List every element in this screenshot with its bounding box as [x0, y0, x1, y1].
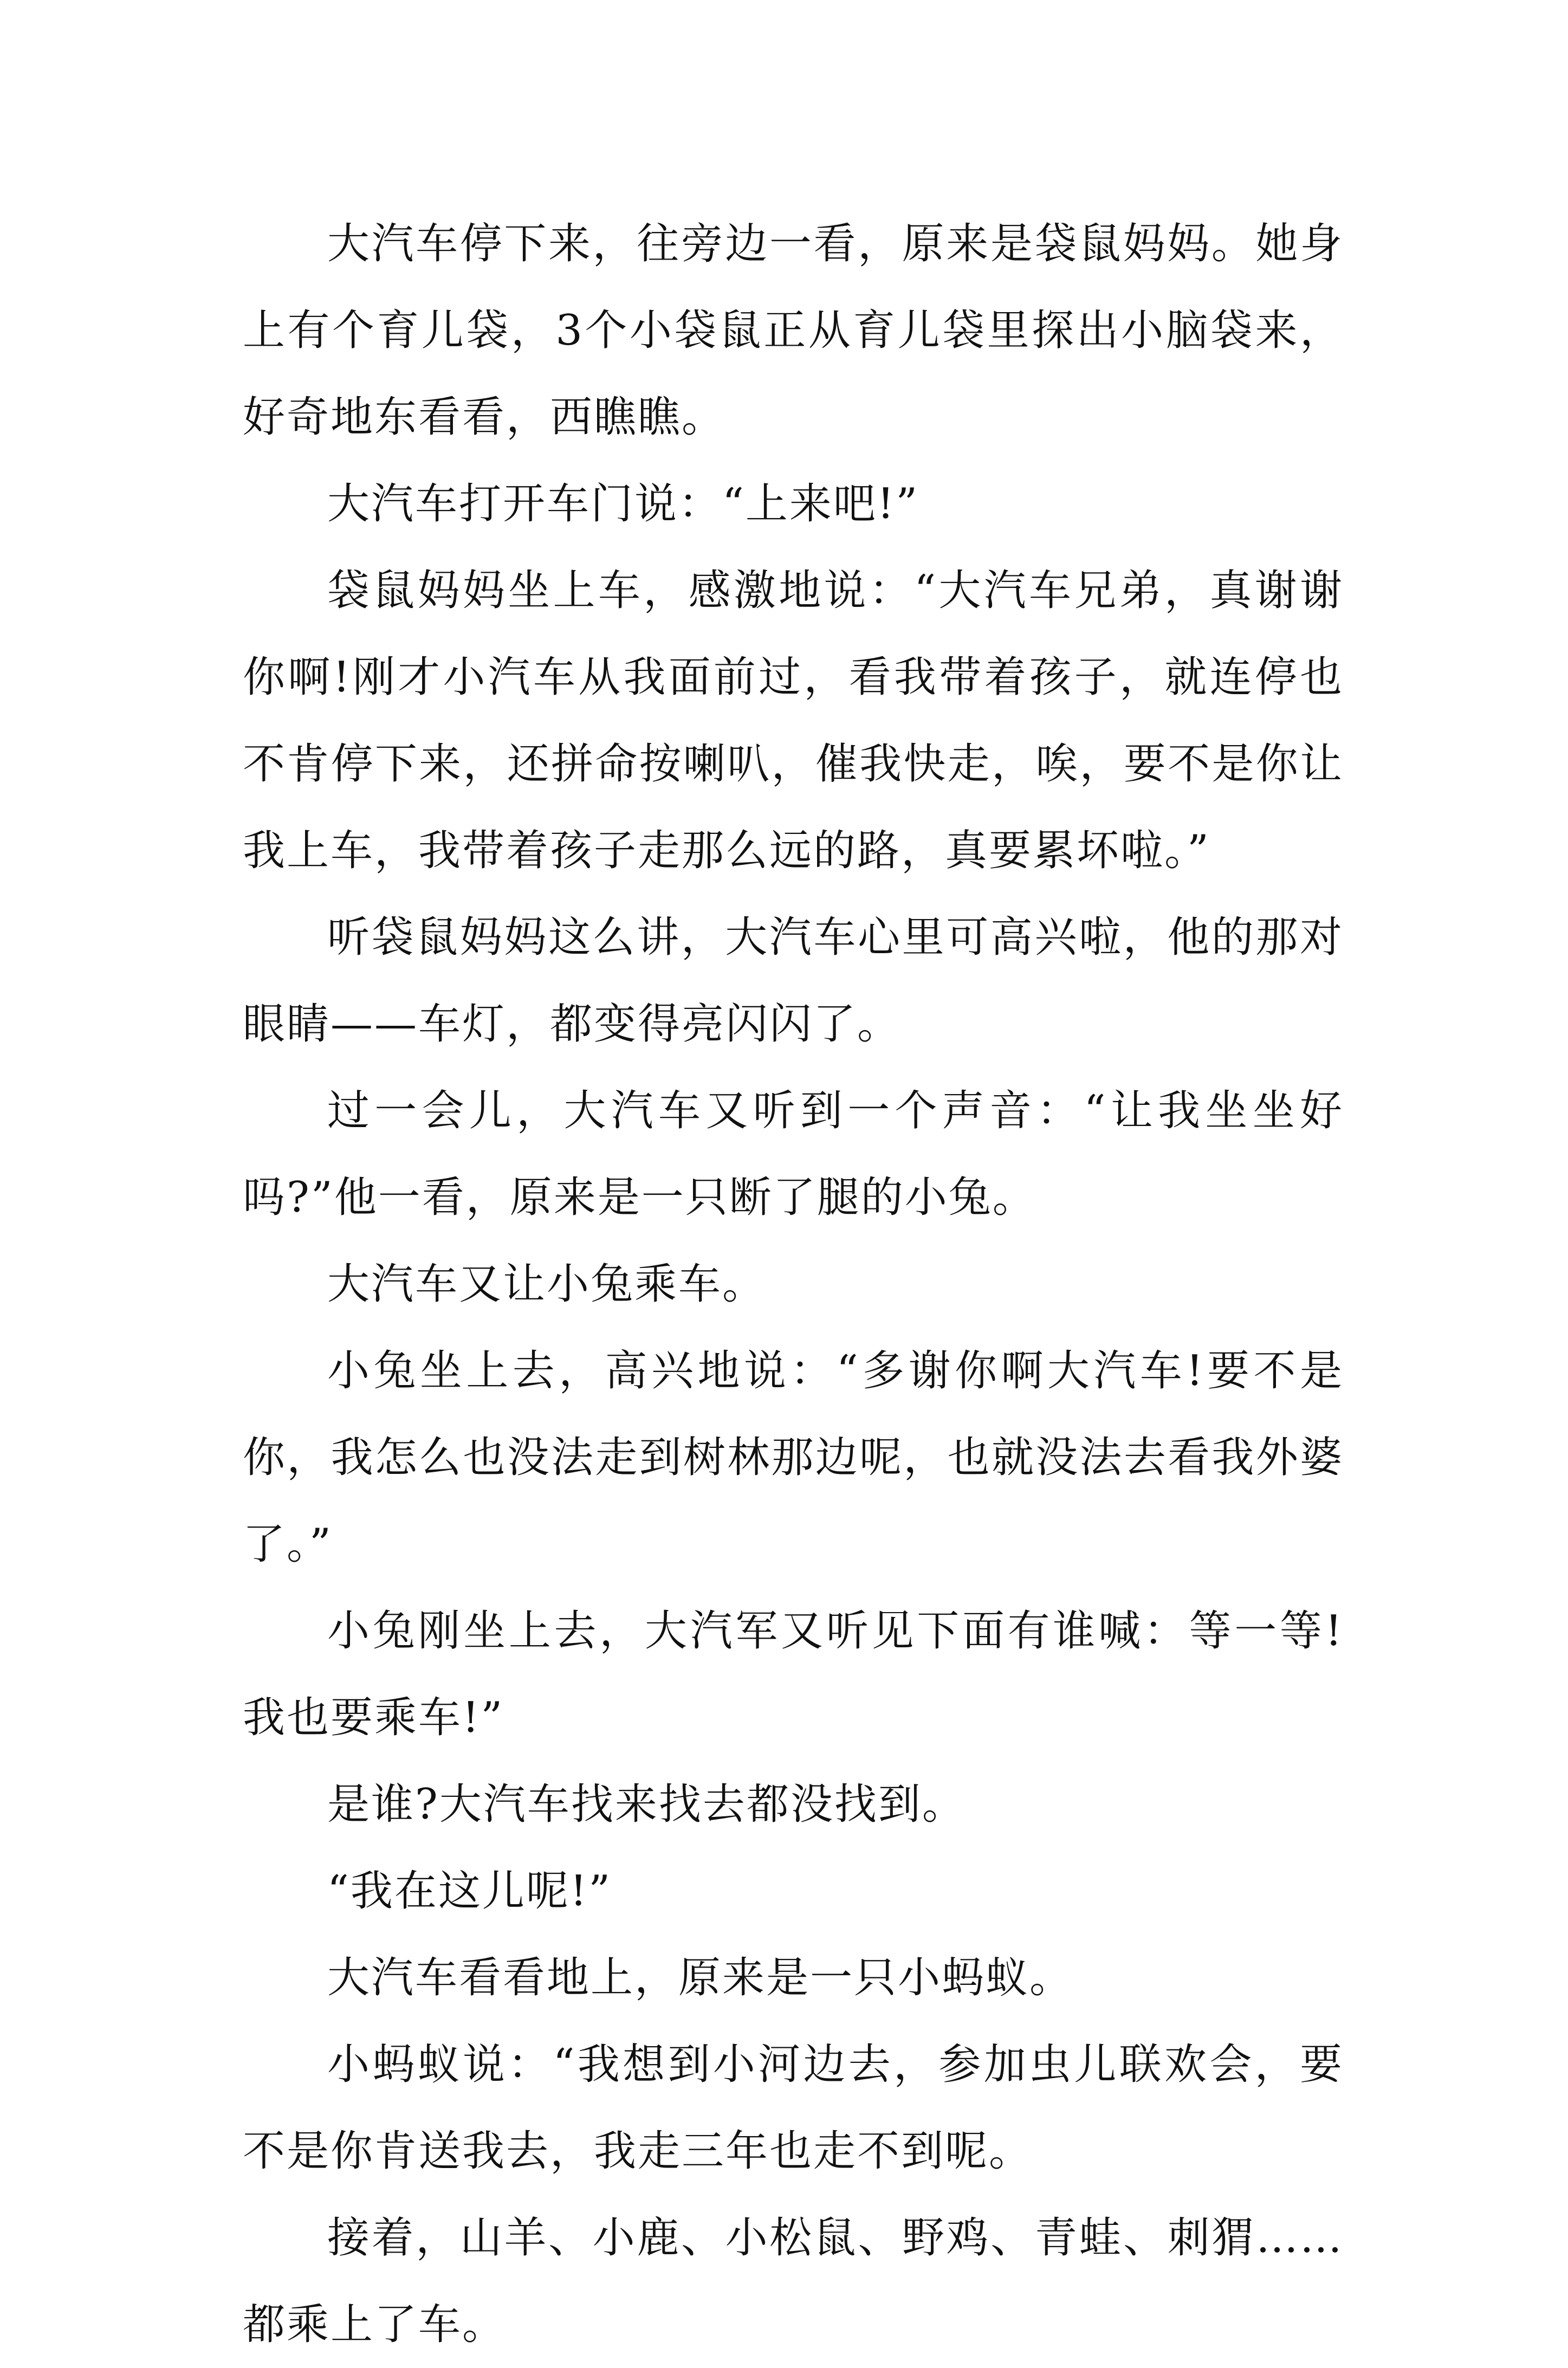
paragraph: 接着，山羊、小鹿、小松鼠、野鸡、青蛙、刺猬……都乘上了车。	[243, 2214, 1344, 2349]
paragraph: 过一会儿，大汽车又听到一个声音：“让我坐坐好吗?”他一看，原来是一只断了腿的小兔。	[243, 1086, 1344, 1222]
paragraph: 大汽车看看地上，原来是一只小蚂蚁。	[327, 1953, 1074, 2002]
paragraph: 小蚂蚁说：“我想到小河边去，参加虫儿联欢会，要不是你肯送我去，我走三年也走不到呢。	[243, 2040, 1344, 2176]
paragraph: 听袋鼠妈妈这么讲，大汽车心里可高兴啦，他的那对眼睛——车灯，都变得亮闪闪了。	[243, 913, 1344, 1049]
paragraph: 小兔坐上去，高兴地说：“多谢你啊大汽车!要不是你，我怎么也没法走到树林那边呢，也就没法去看我外婆了。”	[243, 1347, 1344, 1569]
paragraph: 大汽车停下来，往旁边一看，原来是袋鼠妈妈。她身上有个育儿袋，3个小袋鼠正从育儿袋里探出小脑袋来，好奇地东看看，西瞧瞧。	[243, 219, 1344, 442]
paragraph: 是谁?大汽车找来找去都没找到。	[327, 1780, 966, 1829]
paragraph: “我在这儿呢!”	[327, 1867, 612, 1916]
story-text	[243, 200, 1344, 2368]
paragraph: 小兔刚坐上去，大汽军又听见下面有谁喊：等一等!我也要乘车!”	[243, 1607, 1344, 1742]
paragraph: 大汽车打开车门说：“上来吧!”	[327, 480, 919, 528]
paragraph: 大汽车又让小兔乘车。	[327, 1260, 767, 1309]
paragraph: 袋鼠妈妈坐上车，感激地说：“大汽车兄弟，真谢谢你啊!刚才小汽车从我面前过，看我带着孩子，就连停也不肯停下来，还拼命按喇叭，催我快走，唉，要不是你让我上车，我带着孩子走那么远的路，真要累坏啦。”	[243, 566, 1344, 875]
